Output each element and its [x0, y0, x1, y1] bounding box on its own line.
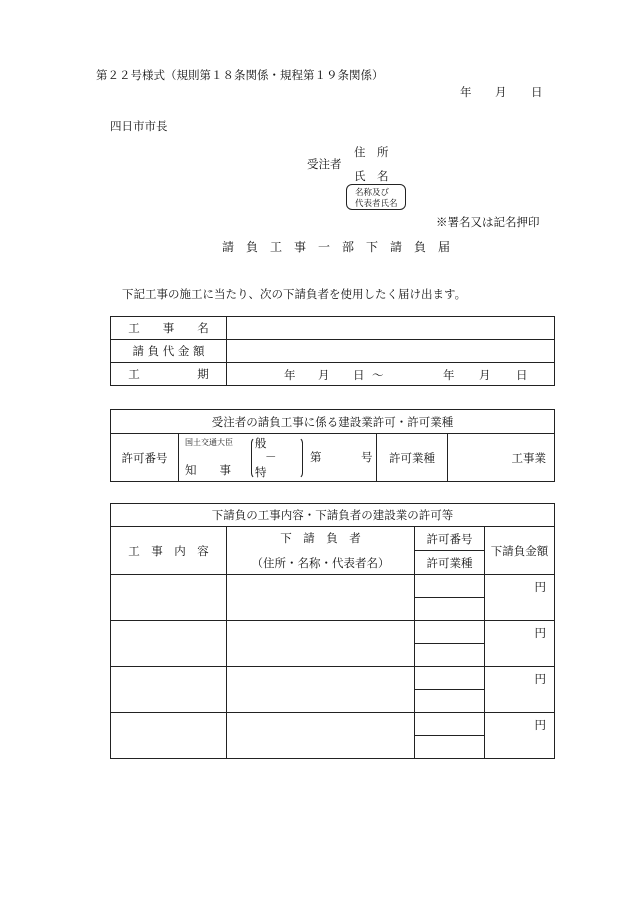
table-row	[111, 713, 555, 736]
dai-label: 第	[310, 450, 322, 464]
table-row	[111, 527, 555, 551]
amount-cell[interactable]	[485, 713, 555, 759]
work-content-cell[interactable]	[111, 575, 227, 621]
yen-unit: 円	[534, 672, 546, 686]
permit-number-field[interactable]	[179, 434, 377, 482]
permit-number-cell[interactable]	[415, 621, 485, 644]
col-work-content: 工 事 内 容	[111, 527, 227, 575]
license-table	[110, 409, 555, 482]
table-row	[111, 340, 555, 363]
period-year-1: 年	[284, 368, 296, 382]
work-table	[110, 316, 555, 386]
amount-cell[interactable]	[485, 621, 555, 667]
contract-amount-label: 請 負 代 金 額	[111, 340, 227, 363]
contractor-label: 受注者	[307, 157, 342, 171]
address-label: 住 所	[354, 145, 389, 159]
seal-note: ※署名又は記名押印	[436, 215, 540, 229]
work-content-cell[interactable]	[111, 667, 227, 713]
category-label: 許可業種	[377, 434, 448, 482]
addressee: 四日市市長	[110, 119, 168, 133]
permit-number-label: 許可番号	[111, 434, 179, 482]
table-row	[111, 410, 555, 434]
table-row	[111, 434, 555, 482]
table-row	[111, 504, 555, 527]
go-label: 号	[361, 450, 373, 464]
classification-bracket	[251, 437, 303, 479]
period-day-2: 日	[516, 368, 528, 382]
subcontractor-cell[interactable]	[227, 575, 415, 621]
period-month-1: 月	[318, 368, 330, 382]
table-row	[111, 363, 555, 386]
subcontractor-table	[110, 503, 555, 759]
special-label: 特	[255, 465, 267, 479]
yen-unit: 円	[534, 580, 546, 594]
minister-label: 国土交通大臣	[185, 438, 233, 447]
col-category: 許可業種	[415, 551, 485, 575]
permit-number-cell[interactable]	[415, 713, 485, 736]
table-row	[111, 317, 555, 340]
col-amount: 下請負金額	[485, 527, 555, 575]
amount-cell[interactable]	[485, 575, 555, 621]
business-suffix: 工事業	[511, 450, 546, 465]
category-cell[interactable]	[415, 598, 485, 621]
permit-number-cell[interactable]	[415, 667, 485, 690]
dash-label: －	[265, 450, 277, 464]
subcontractor-cell[interactable]	[227, 713, 415, 759]
table-row	[111, 575, 555, 598]
general-label: 般	[255, 436, 267, 450]
col-subcontractor	[227, 527, 415, 575]
work-content-cell[interactable]	[111, 621, 227, 667]
intro-text: 下記工事の施工に当たり、次の下請負者を使用したく届け出ます。	[122, 287, 467, 301]
yen-unit: 円	[534, 718, 546, 732]
col-subcontractor-note: （住所・名称・代表者名）	[251, 556, 390, 570]
permit-number-cell[interactable]	[415, 575, 485, 598]
name-note-line2: 代表者氏名	[355, 199, 398, 209]
period-year-2: 年	[443, 368, 455, 382]
document-title: 請 負 工 事 一 部 下 請 負 届	[222, 240, 451, 254]
subcontractor-cell[interactable]	[227, 621, 415, 667]
amount-cell[interactable]	[485, 667, 555, 713]
category-cell[interactable]	[415, 644, 485, 667]
form-number: 第２２号様式（規則第１８条関係・規程第１９条関係）	[96, 68, 384, 82]
table-row	[111, 667, 555, 690]
col-subcontractor-title: 下 請 負 者	[280, 531, 361, 545]
period-field[interactable]	[227, 363, 555, 386]
work-name-label: 工 事 名	[111, 317, 227, 340]
work-content-cell[interactable]	[111, 713, 227, 759]
governor-label: 知 事	[185, 463, 231, 477]
period-month-2: 月	[479, 368, 491, 382]
name-label: 氏 名	[354, 169, 389, 183]
period-tilde: ～	[372, 368, 384, 382]
period-day-1: 日	[353, 368, 365, 382]
category-field[interactable]	[448, 434, 555, 482]
table-row	[111, 621, 555, 644]
date-year: 年	[460, 85, 472, 99]
subcontractor-cell[interactable]	[227, 667, 415, 713]
yen-unit: 円	[534, 626, 546, 640]
contract-amount-field[interactable]	[227, 340, 555, 363]
date-month: 月	[495, 85, 507, 99]
category-cell[interactable]	[415, 736, 485, 759]
name-note-line1: 名称及び	[355, 188, 390, 198]
category-cell[interactable]	[415, 690, 485, 713]
work-name-field[interactable]	[227, 317, 555, 340]
license-table-header: 受注者の請負工事に係る建設業許可・許可業種	[111, 410, 555, 434]
period-label: 工 期	[111, 363, 227, 386]
date-day: 日	[531, 85, 543, 99]
subcontractor-table-header: 下請負の工事内容・下請負者の建設業の許可等	[111, 504, 555, 527]
col-permit-number: 許可番号	[415, 527, 485, 551]
